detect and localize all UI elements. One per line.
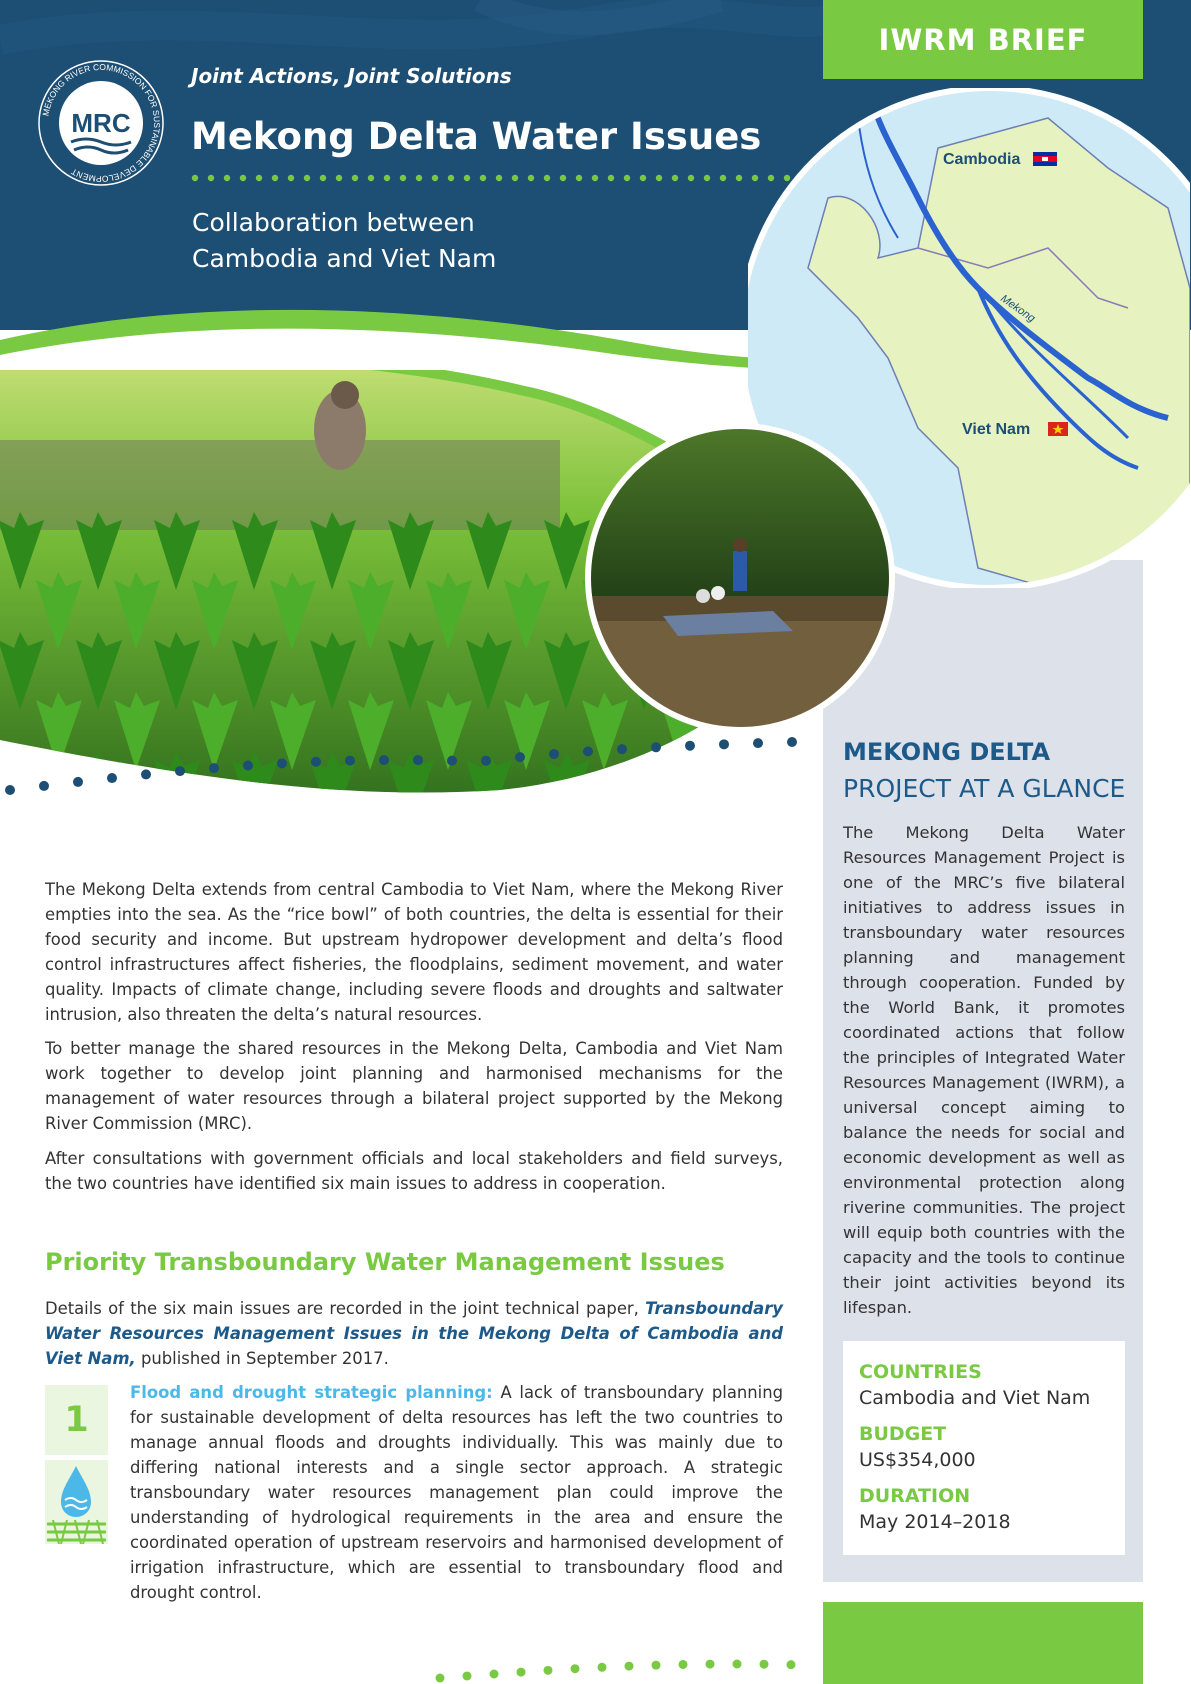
bottom-green-bar (823, 1602, 1143, 1684)
divider-dot (416, 175, 422, 181)
wave-dot (447, 756, 457, 766)
wave-dot (311, 757, 321, 767)
divider-dot (672, 175, 678, 181)
bottom-dot (436, 1674, 445, 1683)
wave-dot (651, 742, 661, 752)
divider-dot (608, 175, 614, 181)
divider-dot (368, 175, 374, 181)
bottom-dot (517, 1668, 526, 1677)
divider-dot (736, 175, 742, 181)
tagline: Joint Actions, Joint Solutions (191, 64, 512, 88)
wave-dot (141, 769, 151, 779)
water-drop-icon (45, 1460, 108, 1544)
divider-dot (592, 175, 598, 181)
vietnam-flag-icon (1048, 422, 1068, 436)
divider-dot (336, 175, 342, 181)
wave-dot (379, 755, 389, 765)
wave-dot (685, 741, 695, 751)
wave-dot (753, 738, 763, 748)
wave-dot (209, 763, 219, 773)
wave-dot (345, 756, 355, 766)
divider-dot (384, 175, 390, 181)
wave-dot (175, 766, 185, 776)
page-subtitle (192, 205, 612, 277)
divider-dot (304, 175, 310, 181)
duration-value: May 2014–2018 (859, 1511, 1011, 1533)
mrc-logo-icon (36, 58, 166, 188)
wave-dot (583, 746, 593, 756)
budget-label: BUDGET (859, 1423, 947, 1445)
subtitle-line-2: Cambodia and Viet Nam (192, 244, 497, 273)
svg-text:MEKONG RIVER COMMISSION FOR SU: MEKONG RIVER COMMISSION FOR SUSTAINABLE DEVELOPMENT (40, 61, 163, 185)
subtitle-line-1: Collaboration between (192, 208, 475, 237)
issue-1-text (130, 1380, 783, 1605)
wave-dot (413, 755, 423, 765)
issue-1-body: A lack of transboundary planning for sustainable development of delta resources has left the two countries to manage annual floods and droughts individually. This was mainly due to differing national interests and a single sector approach. A strategic transboundary water resources management plan could improve the understanding of hydrological requirements in the area and ensure the coordinated operation of upstream reservoirs and harmonised development of irrigation infrastructure, which are essential to transboundary flood and drought control. (130, 1383, 783, 1602)
countries-value: Cambodia and Viet Nam (859, 1387, 1091, 1409)
divider-dot (528, 175, 534, 181)
divider-dot (192, 175, 198, 181)
issues-heading: Priority Transboundary Water Management Issues (45, 1248, 725, 1276)
divider-dot (208, 175, 214, 181)
wave-dot (787, 737, 797, 747)
divider-dot (256, 175, 262, 181)
divider-dot (688, 175, 694, 181)
map-label-mekong: Mekong (998, 292, 1038, 325)
divider-dot (400, 175, 406, 181)
divider-dot (576, 175, 582, 181)
intro-paragraph-3: After consultations with government officials and local stakeholders and field surveys, the two countries have identified six main issues to address in cooperation. (45, 1149, 783, 1193)
intro-paragraph-1: The Mekong Delta extends from central Cambodia to Viet Nam, where the Mekong River empties into the sea. As the “rice bowl” of both countries, the delta is essential for their food security and income. But upstream hydropower development and delta’s flood control infrastructures affect fisheries, the floodplains, sediment movement, and water quality. Impacts of climate change, including severe floods and droughts and saltwater intrusion, also threaten the delta’s natural resources. (45, 880, 783, 1024)
divider-dot (224, 175, 230, 181)
wave-dot (719, 739, 729, 749)
divider-dot (320, 175, 326, 181)
wave-dots-decoration (0, 720, 830, 840)
divider-dot (544, 175, 550, 181)
glance-body-text: The Mekong Delta Water Resources Management Project is one of the MRC’s five bilateral initiatives to address issues in transboundary water resources planning and management through cooperation. Funded by the World Bank, it promotes coordinated actions that follow the principles of Integrated Water Resources Management (IWRM), a universal concept aiming to balance the needs for social and economic development as well as environmental protection along riverine communities. The project will equip both countries with the capacity and the tools to continue their joint activities beyond its lifespan. (843, 823, 1125, 1317)
project-facts-box (843, 1341, 1125, 1555)
issue-1-label: Flood and drought strategic planning: (130, 1383, 493, 1402)
green-swoosh (0, 300, 830, 370)
wave-dot (73, 777, 83, 787)
issues-intro-text: Details of the six main issues are recorded in the joint technical paper, (45, 1299, 646, 1318)
wave-dot (481, 756, 491, 766)
bottom-dot (706, 1660, 715, 1669)
divider-dot (704, 175, 710, 181)
divider-dot (288, 175, 294, 181)
divider-dot (624, 175, 630, 181)
bottom-dot (652, 1661, 661, 1670)
divider-dot (560, 175, 566, 181)
dotted-divider (191, 171, 821, 185)
budget-value: US$354,000 (859, 1449, 976, 1471)
bottom-dot (463, 1671, 472, 1680)
glance-subheading: PROJECT AT A GLANCE (843, 774, 1126, 803)
divider-dot (432, 175, 438, 181)
bottom-dot (733, 1660, 742, 1669)
bottom-dot (625, 1662, 634, 1671)
divider-dot (448, 175, 454, 181)
bottom-dot (571, 1664, 580, 1673)
divider-dot (240, 175, 246, 181)
bottom-dots-decoration (430, 1644, 820, 1684)
wave-dot (549, 749, 559, 759)
cambodia-flag-icon (1033, 152, 1057, 166)
bottom-dot (679, 1660, 688, 1669)
intro-paragraph-2: To better manage the shared resources in the Mekong Delta, Cambodia and Viet Nam work together to develop joint planning and harmonised mechanisms for the management of water resources through a bilateral project supported by the Mekong River Commission (MRC). (45, 1039, 783, 1133)
wave-dot (277, 758, 287, 768)
divider-dot (720, 175, 726, 181)
bottom-dot (490, 1669, 499, 1678)
page-title: Mekong Delta Water Issues (191, 115, 762, 158)
divider-dot (640, 175, 646, 181)
map-label-vietnam: Viet Nam (962, 421, 1031, 438)
divider-dot (496, 175, 502, 181)
iwrm-brief-badge: IWRM BRIEF (823, 0, 1143, 79)
wave-dot (515, 752, 525, 762)
issues-intro-text-end: published in September 2017. (135, 1349, 389, 1368)
divider-dot (464, 175, 470, 181)
wave-dot (5, 785, 15, 795)
bottom-dot (760, 1660, 769, 1669)
wave-dot (617, 744, 627, 754)
wave-dot (107, 773, 117, 783)
technical-paper-link[interactable]: Transboundary Water Resources Management Issues in the Mekong Delta of Cambodia and Viet Nam, (45, 1299, 783, 1368)
countries-label: COUNTRIES (859, 1361, 982, 1383)
map-label-cambodia: Cambodia (943, 151, 1021, 168)
issues-intro (45, 1296, 783, 1371)
svg-text:MRC: MRC (71, 108, 131, 138)
river-boat-photo (583, 421, 898, 736)
wave-dot (39, 781, 49, 791)
divider-dot (512, 175, 518, 181)
bottom-dot (598, 1663, 607, 1672)
divider-dot (352, 175, 358, 181)
divider-dot (656, 175, 662, 181)
duration-label: DURATION (859, 1485, 971, 1507)
bottom-dot (787, 1660, 796, 1669)
glance-heading: MEKONG DELTA (843, 738, 1051, 766)
bottom-dot (544, 1666, 553, 1675)
divider-dot (480, 175, 486, 181)
divider-dot (272, 175, 278, 181)
issue-number-badge: 1 (45, 1385, 108, 1455)
wave-dot (243, 760, 253, 770)
